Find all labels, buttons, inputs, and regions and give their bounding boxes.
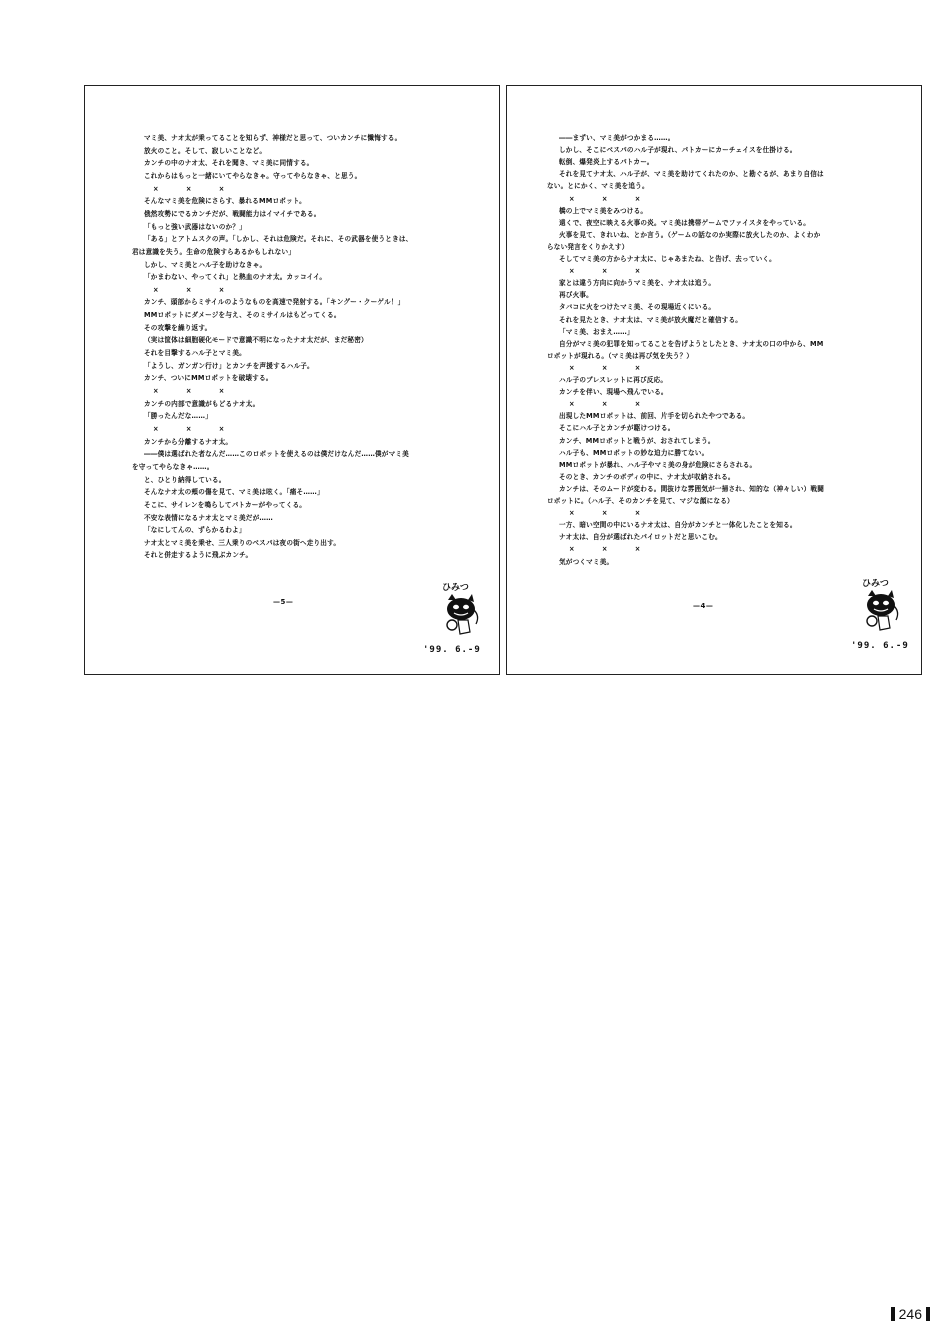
script-line: そしてマミ美の方からナオ太に、じゃあまたね、と告げ、去っていく。 — [559, 255, 776, 263]
script-line: × × × — [569, 509, 641, 518]
script-line: そこに、サイレンを鳴らしてパトカーがやってくる。 — [144, 500, 307, 509]
script-line: 君は意識を失う。生命の危険すらあるかもしれない」 — [132, 247, 296, 256]
script-line: そのとき、カンチのボディの中に、ナオ太が収納される。 — [559, 472, 735, 481]
script-line: 遠くで、夜空に映える火事の炎。マミ美は携帯ゲームでファイスタをやっている。 — [559, 218, 811, 227]
script-line: 「ある」とアトムスクの声。「しかし、それは危険だ。それに、その武器を使うときは、 — [144, 235, 413, 244]
script-line: （実は筐体は細胞硬化モードで意識不明になったナオ太だが、まだ秘密） — [144, 336, 368, 345]
script-line: それを見てナオ太、ハル子が、マミ美を助けてくれたのか、と勘ぐるが、あまり自信は — [559, 170, 824, 179]
script-line: カンチは、そのムードが変わる。間抜けな雰囲気が一掃され、知的な（神々しい）戦闘 — [559, 484, 825, 493]
script-line: それを見たとき、ナオ太は、マミ美が放火魔だと確信する。 — [559, 315, 743, 324]
script-line: そんなマミ美を危険にさらす、暴れるMMロボット。 — [144, 197, 306, 206]
script-line: カンチの中のナオ太、それを聞き、マミ美に同情する。 — [144, 159, 314, 168]
date-stamp: '99. 6.-9 — [851, 641, 909, 651]
script-line: 「勝ったんだな……」 — [144, 412, 212, 421]
date-stamp: '99. 6.-9 — [423, 645, 481, 655]
signature-text: ひみつ — [862, 579, 889, 589]
script-line: 「かまわない、やってくれ」と熱血のナオ太。カッコイイ。 — [144, 273, 327, 282]
script-line: しかし、マミ美とハル子を助けなきゃ。 — [144, 260, 267, 269]
script-line: ハル子も、MMロボットの妙な迫力に勝てない。 — [559, 448, 709, 457]
script-line: × × × — [569, 363, 641, 372]
script-line: 「なにしてんの、ずらかるわよ」 — [144, 526, 246, 535]
script-line: 気がつくマミ美。 — [559, 557, 614, 566]
script-line: × × × — [153, 387, 225, 395]
script-line: 「ようし、ガンガン行け」とカンチを声援するハル子。 — [144, 361, 314, 370]
folio-bar-icon — [891, 1307, 895, 1321]
script-line: MMロボットが暴れ、ハル子やマミ美の身が危険にさらされる。 — [559, 460, 757, 469]
script-line: を守ってやらなきゃ……。 — [132, 462, 214, 471]
script-page-left — [84, 85, 500, 675]
script-page-right — [506, 85, 922, 675]
script-line: しかし、そこにベスパのハル子が現れ、パトカーにカーチェイスを仕掛ける。 — [559, 146, 797, 155]
script-line: これからはもっと一緒にいてやらなきゃ。守ってやらなきゃ、と思う。 — [144, 171, 362, 180]
folio-bar-icon — [926, 1307, 930, 1321]
script-line: ない。とにかく、マミ美を追う。 — [547, 182, 649, 191]
script-line: そんなナオ太の頬の傷を見て、マミ美は呟く。「痛そ……」 — [144, 488, 324, 497]
script-line: それと併走するように飛ぶカンチ。 — [144, 551, 253, 560]
script-line: ロボットに。（ハル子、そのカンチを見て、マジな顔になる） — [547, 497, 734, 505]
script-line: 放火のこと。そして、寂しいことなど。 — [144, 146, 267, 155]
script-line: MMロボットにダメージを与え、そのミサイルはもどってくる。 — [144, 311, 341, 320]
script-line: × × × — [153, 184, 225, 193]
script-line: × × × — [569, 267, 641, 276]
signature-text: ひみつ — [442, 583, 469, 593]
script-line: 家とは違う方向に向かうマミ美を、ナオ太は追う。 — [559, 279, 716, 288]
page-number: —5— — [273, 598, 294, 606]
devil-mascot-icon — [438, 580, 484, 638]
script-line: 転倒、爆発炎上するパトカー。 — [559, 158, 654, 167]
script-line: 「もっと強い武器はないのか？」 — [144, 222, 246, 231]
script-line: 出現したMMロボットは、前回、片手を切られたやつである。 — [559, 412, 750, 421]
script-line: ナオ太は、自分が選ばれたパイロットだと思いこむ。 — [559, 533, 722, 542]
script-line: カンチを伴い、現場へ飛んでいる。 — [559, 388, 668, 397]
folio — [891, 1306, 930, 1322]
folio-number: 246 — [898, 1306, 922, 1322]
script-line: カンチ、MMロボットと戦うが、おされてしまう。 — [559, 436, 715, 445]
script-line: 火事を見て、きれいね、とか言う。（ゲームの話なのか実際に放火したのか、よくわか — [559, 230, 821, 239]
script-line: カンチ、頭部からミサイルのようなものを高速で発射する。「キングー・クーゲル！」 — [144, 298, 405, 307]
script-line: 橋の上でマミ美をみつける。 — [559, 206, 648, 215]
script-line: 不安な表情になるナオ太とマミ美だが…… — [144, 513, 273, 522]
script-line: × × × — [153, 424, 225, 433]
script-line: × × × — [569, 545, 641, 554]
script-line: 一方、暗い空間の中にいるナオ太は、自分がカンチと一体化したことを知る。 — [559, 521, 797, 530]
script-line: ――僕は選ばれた者なんだ……このロボットを使えるのは僕だけなんだ……僕がマミ美 — [144, 450, 409, 459]
script-line: と、ひとり納得している。 — [144, 475, 226, 484]
script-line: ――まずい、マミ美がつかまる……。 — [559, 134, 675, 142]
script-line: マミ美、ナオ太が乗ってることを知らず、神様だと思って、ついカンチに懺悔する。 — [144, 134, 402, 142]
script-line: × × × — [569, 400, 641, 409]
script-line: 自分がマミ美の犯罪を知ってることを告げようとしたとき、ナオ太の口の中から、MM — [559, 339, 824, 348]
script-line: カンチ、ついにMMロボットを破壊する。 — [144, 374, 273, 383]
script-line: カンチから分離するナオ太。 — [144, 437, 233, 446]
script-line: ハル子のブレスレットに再び反応。 — [559, 376, 668, 384]
script-line: 再び火事。 — [559, 291, 593, 300]
script-line: × × × — [569, 194, 641, 203]
script-line: それを目撃するハル子とマミ美。 — [144, 349, 246, 358]
devil-mascot-icon — [858, 576, 904, 634]
script-line: カンチの内部で意識がもどるナオ太。 — [144, 399, 260, 408]
script-line: らない発言をくりかえす） — [547, 242, 629, 251]
script-line: ナオ太とマミ美を乗せ、三人乗りのベスパは夜の街へ走り出す。 — [144, 538, 341, 547]
script-line: 俄然攻勢にでるカンチだが、戦闘能力はイマイチである。 — [144, 209, 321, 218]
script-line: ロボットが現れる。（マミ美は再び気を失う？） — [547, 351, 694, 360]
page-number: —4— — [693, 602, 714, 610]
script-line: タバコに火をつけたマミ美、その現場近くにいる。 — [559, 303, 716, 312]
script-line: その攻撃を繰り返す。 — [144, 323, 212, 332]
script-line: そこにハル子とカンチが駆けつける。 — [559, 424, 675, 433]
script-line: 「マミ美、おまえ……」 — [559, 327, 634, 336]
script-line: × × × — [153, 285, 225, 294]
